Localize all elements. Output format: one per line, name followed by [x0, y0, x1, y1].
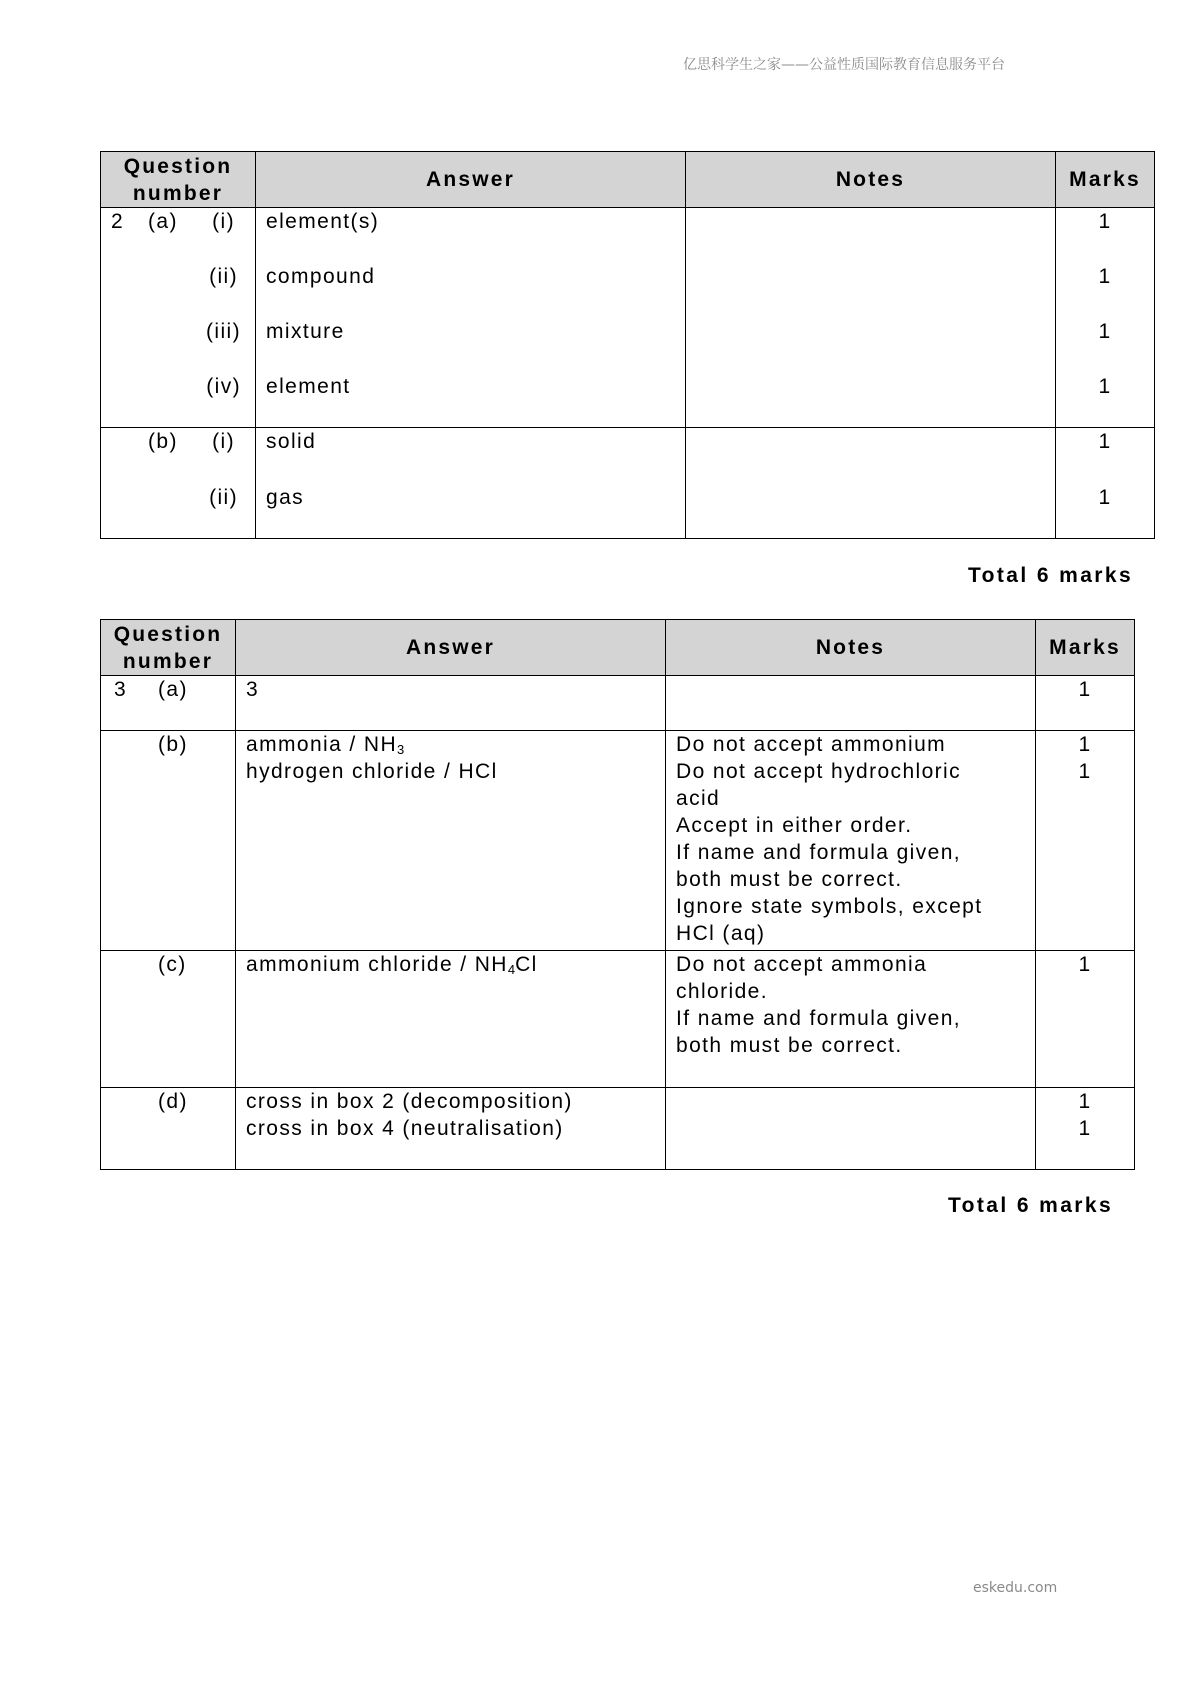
question-number-cell: [101, 676, 236, 731]
part-label: (a): [148, 210, 178, 233]
subscript: 4: [507, 962, 516, 977]
answer-text: hydrogen chloride / HCl: [246, 760, 498, 783]
total-marks-q3: Total 6 marks: [948, 1194, 1114, 1217]
part-label: (b): [148, 430, 178, 453]
answer-cell: 3: [236, 676, 666, 731]
answer-cell: [236, 951, 666, 1088]
table-row: [101, 676, 1135, 731]
question-number-cell: [101, 731, 236, 951]
part-label: (c): [158, 953, 187, 976]
header-marks: Marks: [1036, 620, 1135, 676]
table-row: [101, 428, 1155, 539]
question-number: 2: [111, 210, 125, 233]
header-answer: Answer: [256, 152, 686, 208]
table-header-row: [101, 620, 1135, 676]
header-question-number: Question number: [101, 620, 236, 676]
part-label: (a): [158, 678, 188, 701]
marks-cell: 1 1: [1036, 731, 1135, 951]
header-answer: Answer: [236, 620, 666, 676]
notes-cell: [686, 208, 1056, 428]
notes-cell: [666, 676, 1036, 731]
answer-cell: cross in box 2 (decomposition) cross in box 4 (neutralisation): [236, 1088, 666, 1170]
page-footer: eskedu.com: [973, 1580, 1058, 1596]
subpart-label: (iii): [206, 320, 241, 343]
header-question-number: Question number: [101, 152, 256, 208]
answer-text: ammonium chloride / NH: [246, 953, 508, 976]
answer-text: ammonia / NH: [246, 733, 398, 756]
table-row: [101, 951, 1135, 1088]
header-notes: Notes: [666, 620, 1036, 676]
question-number: 3: [114, 678, 128, 701]
notes-cell: Do not accept ammonium Do not accept hydrochloric acid Accept in either order. If name and formula given, both must be correct. Ignore state symbols, except HCl (aq): [666, 731, 1036, 951]
subpart-label: (i): [212, 430, 235, 453]
notes-cell: Do not accept ammonia chloride. If name and formula given, both must be correct.: [666, 951, 1036, 1088]
question-number-cell: [101, 428, 256, 539]
table-row: [101, 208, 1155, 428]
subpart-label: (ii): [209, 486, 238, 509]
marks-cell: 1 1 1 1: [1056, 208, 1155, 428]
part-label: (b): [158, 733, 188, 756]
subpart-label: (i): [212, 210, 235, 233]
subpart-label: (iv): [206, 375, 241, 398]
total-marks-q2: Total 6 marks: [968, 564, 1134, 587]
marks-cell: 1: [1036, 951, 1135, 1088]
marks-cell: 1 1: [1036, 1088, 1135, 1170]
answer-text: Cl: [515, 953, 538, 976]
question-number-cell: [101, 208, 256, 428]
table-row: [101, 731, 1135, 951]
mark-scheme-table-q3: [100, 619, 1135, 1170]
header-notes: Notes: [686, 152, 1056, 208]
marks-cell: 1 1: [1056, 428, 1155, 539]
part-label: (d): [158, 1090, 188, 1113]
notes-cell: [666, 1088, 1036, 1170]
page-header: 亿思科学生之家——公益性质国际教育信息服务平台: [683, 57, 1005, 73]
answer-cell: solid gas: [256, 428, 686, 539]
subscript: 3: [397, 742, 405, 757]
marks-cell: 1: [1036, 676, 1135, 731]
question-number-cell: [101, 951, 236, 1088]
table-header-row: [101, 152, 1155, 208]
answer-cell: [236, 731, 666, 951]
header-marks: Marks: [1056, 152, 1155, 208]
notes-cell: [686, 428, 1056, 539]
question-number-cell: [101, 1088, 236, 1170]
subpart-label: (ii): [209, 265, 238, 288]
mark-scheme-table-q2: [100, 151, 1155, 539]
answer-cell: element(s) compound mixture element: [256, 208, 686, 428]
table-row: [101, 1088, 1135, 1170]
